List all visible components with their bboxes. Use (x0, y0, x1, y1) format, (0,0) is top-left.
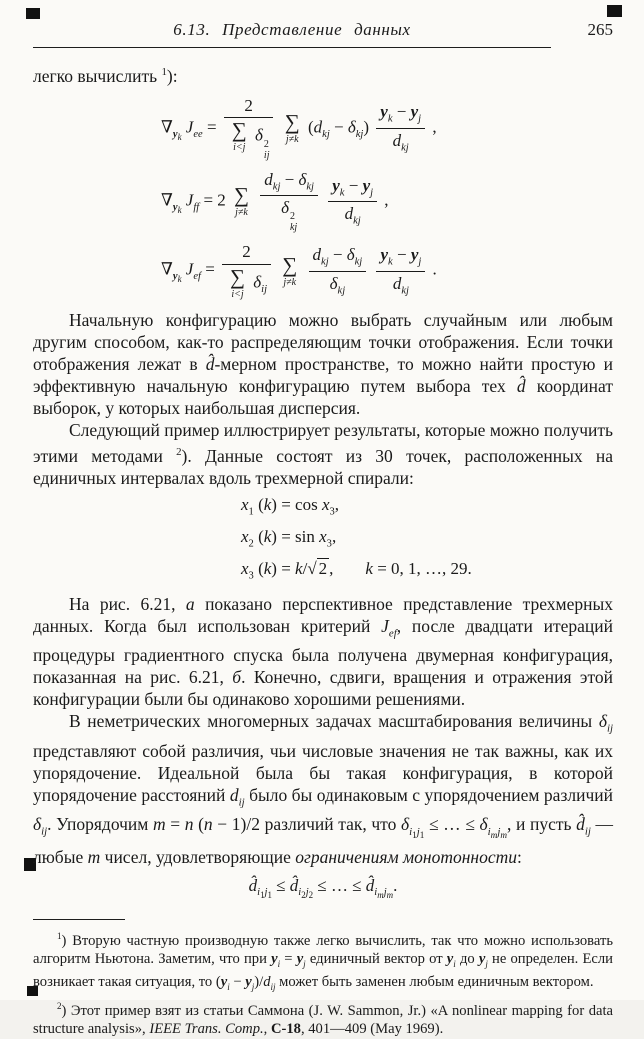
equation-monotonicity: $d̂_{i_1j_1}$ ≤ $d̂_{i_2j_2}$ ≤ … ≤ $d̂_{i_mj_m}$. (33, 875, 613, 907)
equation-x2: $x_2$ $(k) = \sin x_3$, (241, 526, 613, 555)
scan-artifact-top-right (607, 5, 622, 17)
running-title: 6.13. Представление данных (33, 20, 551, 48)
equation-x1: $x_1$ $(k) = \cos x_3$, (241, 494, 613, 523)
paragraph-nonmetric-scaling: В неметрических многомерных задачах масштабирования величины $\delta_{ij}$ представляют собой различия, чьи числовые значения не так важны, как их упорядочение. Идеальной была бы такая конфигурация, в которой упорядочение расстояний $d_{ij}$ было бы одинаковым с упорядочением различий $\delta_{ij}$. Упорядочим m = n (n − 1)/2 различий так, что $\delta_{i_1j_1}$ ≤ … ≤ $\delta_{i_mj_m}$, и пусть $d̂_{ij}$ — любые m чисел, удовлетворяющие ограничениям монотонности: (33, 710, 613, 868)
scan-artifact-top-left (26, 8, 40, 19)
page-header (33, 20, 613, 48)
footnote-1: $^1$) Вторую частную производную также легко вычислить, так что можно использовать алгоритм Ньютона. Заметим, что при $y_i = y_j$ единичный вектор от $y_i$ до $y_j$ не определен. Если возникает такая ситуация, то $(y_i - y_j)/d_{ij}$ может быть заменен любым единичным вектором. (33, 927, 613, 997)
footnote-2: $^2$) Этот пример взят из статьи Саммона (J. W. Sammon, Jr.) «A nonlinear mapping for data structure analysis», IEEE Trans. Comp., C-18, 401—409 (May 1969). (33, 997, 613, 1039)
footnote-rule (33, 919, 125, 920)
equation-grad-jee: $\nabla_{y_k}$ $J_{ee}$ = 2 ∑ i<j δ 2 ij ∑ j≠k $(d_{kj} - \delta_{kj})$ $y_k - y_j$ $d_{kj}$ , (161, 96, 613, 161)
page-body (33, 61, 613, 907)
spiral-equations (241, 494, 613, 588)
page-content (33, 20, 613, 1039)
paragraph-example-intro: Следующий пример иллюстрирует результаты, которые можно получить этими методами $^2$). Данные состоят из 30 точек, расположенных на единичных интервалах вдоль трехмерной спирали: (33, 419, 613, 489)
paragraph-initial-configuration: Начальную конфигурацию можно выбрать случайным или любым другим способом, как-то распределяющим точки отображения. Если точки отображения лежат в d̂-мерном пространстве, то можно найти простую и эффективную начальную конфигурацию путем выбора тех d̂ координат выборок, у которых наибольшая дисперсия. (33, 309, 613, 419)
gradient-equations (161, 96, 613, 300)
equation-x3: $x_3$ (k) = k/√ 2 , k = 0, 1, …, 29. (241, 558, 613, 587)
page-number: 265 (551, 20, 613, 40)
equation-grad-jff: $\nabla_{y_k}$ $J_{ff} = 2$ ∑ j≠k $d_{kj} - \delta_{kj}$ δ 2 kj $y_k - y_j$ $d_{kj}$ , (161, 170, 613, 234)
footnotes-section (33, 919, 613, 1039)
intro-line: легко вычислить $^1$): (33, 61, 613, 87)
equation-grad-jef: $\nabla_{y_k}$ $J_{ef}$ = 2 ∑ i<j $\delta_{ij}$ ∑ j≠k $d_{kj} - \delta_{kj}$ $\delta_{kj}$ $y_k - y_j$ $d_{kj}$ . (161, 242, 613, 300)
paragraph-figure-621: На рис. 6.21, а показано перспективное представление трехмерных данных. Когда был использован критерий $J_{ef}$, после двадцати итераций процедуры градиентного спуска была получена двумерная конфигурация, показанная на рис. 6.21, б. Конечно, сдвиги, вращения и отражения этой конфигурации были бы одинаково хорошими решениями. (33, 593, 613, 711)
